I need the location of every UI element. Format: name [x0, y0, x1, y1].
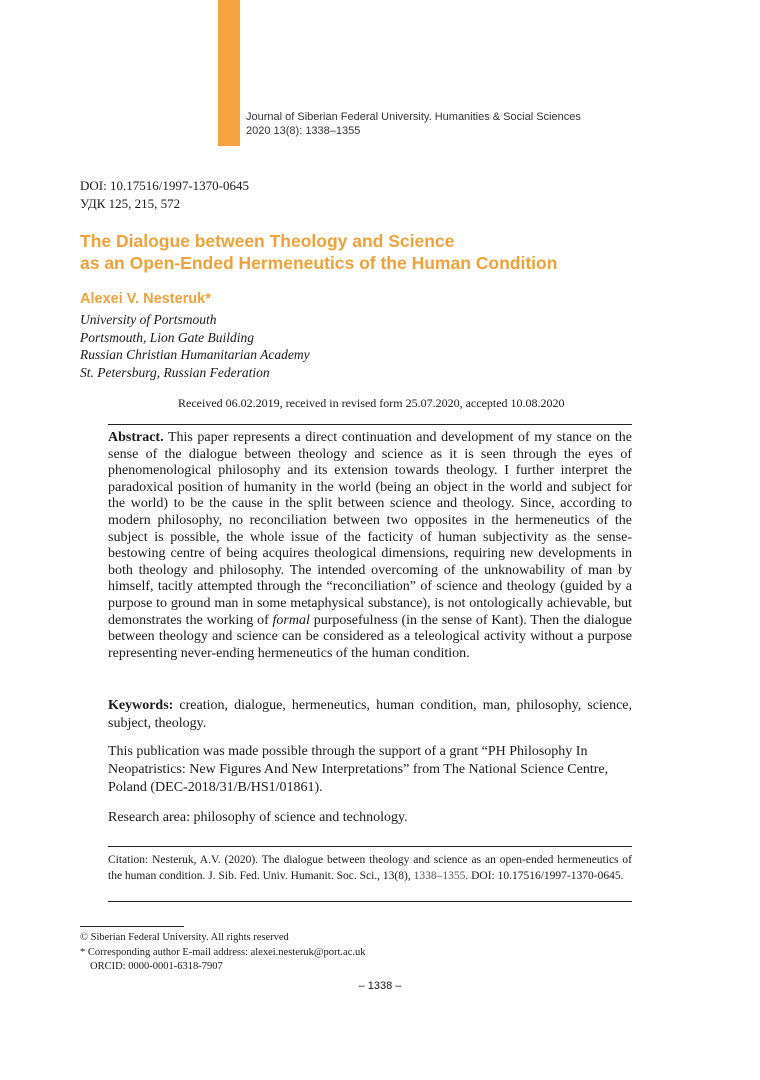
doi: DOI: 10.17516/1997-1370-0645: [80, 178, 249, 193]
page-number: – 1338 –: [358, 980, 402, 992]
abstract-label: Abstract.: [108, 430, 164, 445]
copyright-note: © Siberian Federal University. All rights reserved: [80, 932, 289, 943]
citation-pages: 1338–1355: [413, 870, 466, 882]
affiliation-line: Portsmouth, Lion Gate Building: [80, 329, 255, 345]
divider-citation-top: [108, 846, 632, 847]
affiliation-line: St. Petersburg, Russian Federation: [80, 364, 270, 380]
author-name: Alexei V. Nesteruk*: [80, 291, 211, 307]
funding-note: This publication was made possible through the support of a grant “PH Philosophy In Neopatristics: New Figures And New Interpretations” from The National Science Centre, Poland (DEC-2018/31/B/HS1/01861).: [108, 744, 609, 795]
citation-text: Citation: Nesteruk, A.V. (2020). The dialogue between theology and science as an open-ended hermeneutics of the human condition. J. Sib. Fed. Univ. Humanit. Soc. Sci., 13(8),: [108, 854, 632, 882]
received-dates: Received 06.02.2019, received in revised form 25.07.2020, accepted 10.08.2020: [178, 396, 565, 410]
footnotes: [80, 931, 366, 975]
article-title: [80, 230, 557, 274]
journal-accent-bar: [218, 0, 240, 146]
doi-block: [80, 177, 249, 213]
research-area: Research area: philosophy of science and technology.: [108, 810, 408, 825]
abstract-text-end: purposefulness (in the sense of Kant). Then the dialogue between theology and science can be considered as a teleological activity without a purpose representing never-ending hermeneutics of the human condition.: [108, 612, 633, 661]
journal-name: Journal of Siberian Federal University. Humanities & Social Sciences: [246, 111, 581, 123]
keywords-text: creation, dialogue, hermeneutics, human condition, man, philosophy, science, subject, theology.: [108, 698, 632, 731]
keywords-label: Keywords:: [108, 698, 174, 713]
journal-volume: 2020 13(8): 1338–1355: [246, 125, 361, 137]
affiliation-line: Russian Christian Humanitarian Academy: [80, 347, 310, 362]
affiliation-line: University of Portsmouth: [80, 312, 217, 327]
title-line-1: The Dialogue between Theology and Science: [80, 231, 455, 251]
footnote-rule: [80, 926, 184, 927]
keywords: [108, 697, 632, 733]
journal-header: [246, 110, 581, 138]
abstract: [108, 430, 632, 662]
corresponding-author-note: * Corresponding author E-mail address: alexei.nesteruk@port.ac.uk: [80, 946, 366, 958]
abstract-text: This paper represents a direct continuation and development of my stance on the sense of the dialogue between theology and science as it is seen through the eyes of phenomenological philosophy and its extension towards theology. I further interpret the paradoxical position of humanity in the world (being an object in the world and subject for the world) to be the cause in the split between science and theology. Since, according to modern philosophy, no reconciliation between two opposites in the hermeneutics of the subject is possible, the whole issue of the facticity of human subjectivity as the sense-bestowing centre of being acquires theological dimensions, requiring new developments in both theology and philosophy. The intended overcoming of the unknowability of man by himself, tacitly attempted through the “reconciliation” of science and theology (guided by a purpose to ground man in some metaphysical substance), is not ontologically achievable, but demonstrates the working of: [108, 430, 632, 628]
divider-citation-bottom: [108, 901, 632, 902]
affiliations: [80, 311, 310, 381]
udk: УДК 125, 215, 572: [80, 196, 181, 211]
divider-top: [108, 424, 632, 425]
abstract-emphasis: formal: [272, 612, 310, 628]
citation: [108, 852, 632, 884]
title-line-2: as an Open-Ended Hermeneutics of the Human Condition: [80, 253, 558, 273]
orcid-note: ORCID: 0000-0001-6318-7907: [90, 961, 223, 972]
citation-text-end: . DOI: 10.17516/1997-1370-0645.: [465, 870, 624, 882]
